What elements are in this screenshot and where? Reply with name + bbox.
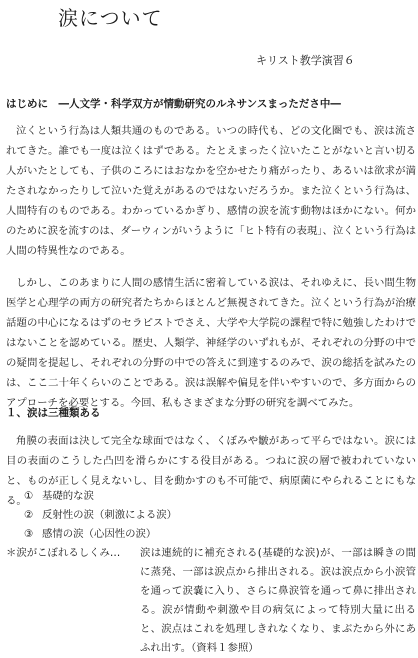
intro-heading: はじめに ―人文学・科学双方が情動研究のルネサンスまったださ中― <box>6 98 341 110</box>
note-body: 涙は連続的に補充される(基礎的な涙)が、一部は瞬きの間に蒸発、一部は涙点から排出される。涙は涙点から小涙管を通って涙嚢に入り、さらに鼻涙管を通って鼻に排出される。涙が情動や刺激や目の病気によって特別大量に出ると、涙点はこれを処理しきれなくなり、まぶたから外にあふれ出す。（資料１参照） <box>140 547 416 654</box>
section-1-paragraph: 角膜の表面は決して完全な球面ではなく、くぼみや皺があって平らではない。涙には目の表面のこうした凸凹を滑らかにする役目がある。つねに涙の層で被われていないと、ものが正しく見えないし、目を動かすのも不可能で、病原菌にやられることにもなる。 <box>6 435 416 507</box>
tear-types-list <box>24 487 177 544</box>
list-item-number: ② <box>24 509 34 521</box>
intro-paragraph-1: 泣くという行為は人類共通のものである。いつの時代も、どの文化圏でも、涙は流されてきた。誰でも一度は泣くはずである。たとえまったく泣いたことがないと言い切る人がいたとしても、子供のころにはおなかを空かせたり痛がったり、あるいは欲求が満たされなかったりして泣いた覚えがあるのではないだろうか。また泣くという行為は、人間特有のものである。わかっているかぎり、感情の涙を流す動物はほかにない。何かのために涙を流すのは、ダーウィンがいうように「ヒト特有の表現」、泣くという行為は人間の特異性なのである。 <box>6 125 416 257</box>
note-lead: ＊涙がこぼれるしくみ… <box>6 547 121 559</box>
list-item-label: 基礎的な涙 <box>42 490 94 502</box>
list-item-label: 反射性の涙（刺激による涙） <box>42 509 178 521</box>
list-item <box>24 525 177 544</box>
document-title: 涙について <box>58 6 163 30</box>
list-item-label: 感情の涙（心因性の涙） <box>42 528 157 540</box>
list-item <box>24 487 177 506</box>
list-item-number: ① <box>24 490 34 502</box>
intro-paragraph-2: しかし、このあまりに人間の感情生活に密着している涙は、それゆえに、長い間生物医学と心理学の両方の研究者たちからほとんど無視されてきた。泣くという行為が治療話題の中心になるはずのセラピストでさえ、大学や大学院の課程で特に勉強したわけではないことを認めている。歴史、人類学、神経学のいずれもが、それぞれの分野の中での疑問を提起し、それぞれの分野の中での答えに到達するのみで、涙の総括を試みたのは、ここ二十年くらいのことである。涙は誤解や偏見を伴いやすいので、多方面からのアプローチを必要とする。今回、私もさまざまな分野の研究を調べてみた。 <box>6 277 416 409</box>
course-name: キリスト教学演習６ <box>256 54 355 67</box>
list-item <box>24 506 177 525</box>
section-1-heading: １、涙は三種類ある <box>6 407 101 419</box>
list-item-number: ③ <box>24 528 34 540</box>
tear-mechanism-note <box>6 544 416 658</box>
